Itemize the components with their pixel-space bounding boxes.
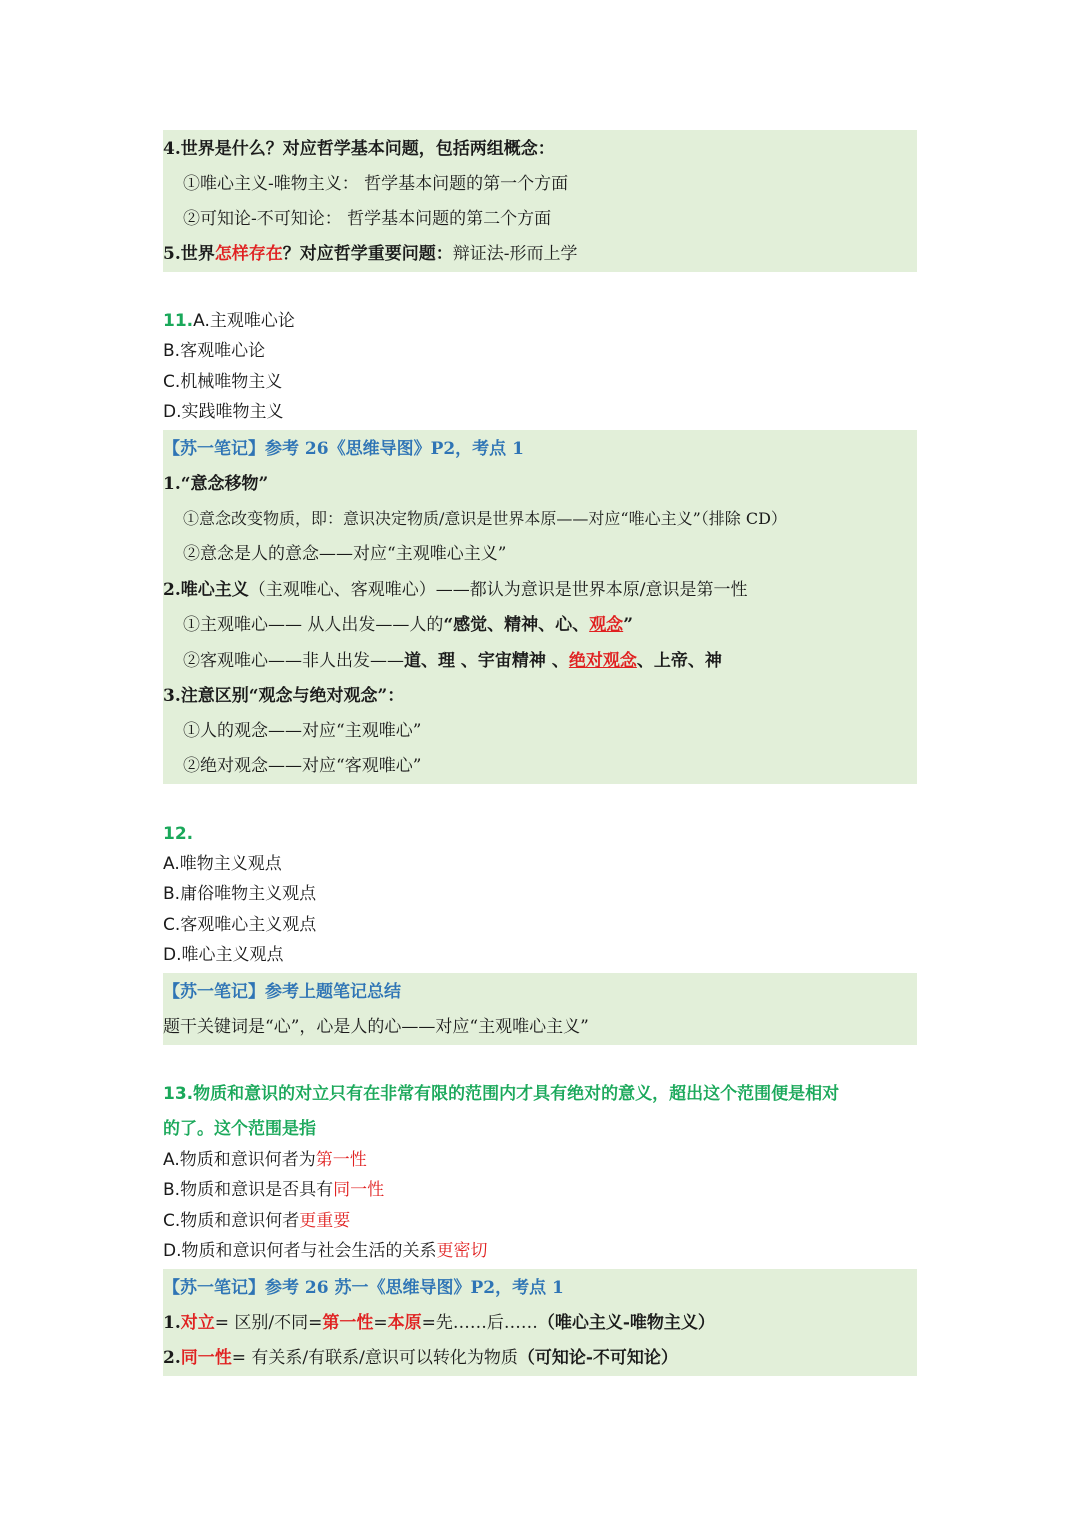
- q13-option-a: [163, 1148, 367, 1172]
- intro-line-4-highlight: 怎样存在: [214, 244, 283, 264]
- note-q13-line-1-rest: =先……后……: [421, 1313, 538, 1333]
- note-q12-line-1: 题干关键词是“心”，心是人的心——对应“主观唯心主义”: [163, 1017, 589, 1037]
- note-q11-line-4: [163, 578, 747, 602]
- note-q13-line-1: [163, 1311, 715, 1335]
- intro-line-2: ①唯心主义-唯物主义： 哲学基本问题的第一个方面: [183, 174, 569, 194]
- note-q11-line-4-term: 2.唯心主义: [163, 580, 249, 600]
- note-q13-line-2-def: = 有关系/有联系/意识可以转化为物质: [231, 1348, 518, 1368]
- note-q13-line-2-paren: （可知论-不可知论）: [517, 1348, 678, 1368]
- q11-option-b: B.客观唯心论: [163, 341, 266, 361]
- q13-option-c-text: C.物质和意识何者: [163, 1211, 300, 1231]
- note-q11-line-6: [183, 649, 722, 673]
- q13-stem-line-1: 13.物质和意识的对立只有在非常有限的范围内才具有绝对的意义，超出这个范围便是相对: [163, 1084, 840, 1104]
- note-q13-line-2: [163, 1346, 678, 1370]
- q13-option-a-key: 第一性: [315, 1150, 367, 1170]
- note-q11-line-5: [183, 613, 633, 637]
- q11-option-a-text: A.主观唯心论: [193, 311, 295, 331]
- q13-option-b: [163, 1178, 384, 1202]
- q12-option-a: A.唯物主义观点: [163, 854, 282, 874]
- intro-line-4: [163, 242, 578, 266]
- note-q11-line-9: ②绝对观念——对应“客观唯心”: [183, 756, 422, 776]
- note-q13-title: 【苏一笔记】参考 26 苏一《思维导图》P2，考点 1: [163, 1278, 564, 1298]
- note-q11-line-6-terms: 道、理 、宇宙精神 、: [404, 651, 569, 671]
- q12-option-c: C.客观唯心主义观点: [163, 915, 317, 935]
- q13-stem-line-2: 的了。这个范围是指: [163, 1119, 316, 1139]
- note-q11-line-1: 1.“意念移物”: [163, 474, 269, 494]
- note-q11-line-6-highlight: 绝对观念: [568, 651, 637, 671]
- q12-number: 12.: [163, 824, 194, 844]
- q13-option-a-text: A.物质和意识何者为: [163, 1150, 316, 1170]
- note-q13-line-1-key-1: 第一性: [322, 1313, 374, 1333]
- note-q11-line-7: 3.注意区别“观念与绝对观念”：: [163, 686, 405, 706]
- note-q11-line-2: ①意念改变物质，即：意识决定物质/意识是世界本原——对应“唯心主义”（排除 CD）: [183, 509, 787, 528]
- note-q11-title: 【苏一笔记】参考 26《思维导图》P2，考点 1: [163, 439, 524, 459]
- note-q11-line-8: ①人的观念——对应“主观唯心”: [183, 721, 422, 741]
- note-q13-line-1-term: 对立: [180, 1313, 215, 1333]
- note-q13-line-1-key-2: 本原: [387, 1313, 422, 1333]
- note-q13-line-2-term: 同一性: [180, 1348, 232, 1368]
- note-q11-line-5-highlight: 观念: [589, 615, 624, 635]
- note-q13-line-1-paren: （唯心主义-唯物主义）: [537, 1313, 715, 1333]
- q13-option-b-text: B.物质和意识是否具有: [163, 1180, 334, 1200]
- note-q11-line-6-rest: 、上帝、神: [636, 651, 722, 671]
- q12-option-d: D.唯心主义观点: [163, 945, 284, 965]
- q13-option-b-key: 同一性: [333, 1180, 385, 1200]
- note-q11-line-5-close: ”: [623, 615, 633, 635]
- note-q13-line-1-eq: =: [373, 1313, 388, 1333]
- note-q11-line-4-rest: （主观唯心、客观唯心）——都认为意识是世界本原/意识是第一性: [248, 580, 748, 600]
- note-q12-title: 【苏一笔记】参考上题笔记总结: [163, 982, 401, 1002]
- intro-line-4-prefix: 5.世界: [163, 244, 215, 264]
- note-q11-line-3: ②意念是人的意念——对应“主观唯心主义”: [183, 544, 507, 564]
- q11-number: 11.: [163, 311, 194, 331]
- note-q13-line-1-num: 1.: [163, 1313, 181, 1333]
- q13-option-c: [163, 1209, 350, 1233]
- q13-option-c-key: 更重要: [299, 1211, 351, 1231]
- intro-line-1: 4.世界是什么？对应哲学基本问题，包括两组概念：: [163, 139, 555, 159]
- q13-option-d-text: D.物质和意识何者与社会生活的关系: [163, 1241, 437, 1261]
- q13-option-d: [163, 1239, 488, 1263]
- note-q13-line-2-num: 2.: [163, 1348, 181, 1368]
- note-q11-line-5-terms: “感觉、精神、心、: [443, 615, 590, 635]
- note-q11-line-6-prefix: ②客观唯心——非人出发——: [183, 651, 404, 671]
- intro-line-4-answer: 辩证法-形而上学: [452, 244, 578, 264]
- intro-line-3: ②可知论-不可知论： 哲学基本问题的第二个方面: [183, 209, 552, 229]
- note-q13-line-1-def: = 区别/不同=: [214, 1313, 323, 1333]
- q11-option-d: D.实践唯物主义: [163, 402, 284, 422]
- q12-option-b: B.庸俗唯物主义观点: [163, 884, 317, 904]
- q13-option-d-key: 更密切: [436, 1241, 488, 1261]
- q11-option-a: [163, 309, 295, 333]
- note-q11-line-5-prefix: ①主观唯心—— 从人出发——人的: [183, 615, 444, 635]
- q11-option-c: C.机械唯物主义: [163, 372, 283, 392]
- intro-line-4-mid: ？对应哲学重要问题：: [282, 244, 453, 264]
